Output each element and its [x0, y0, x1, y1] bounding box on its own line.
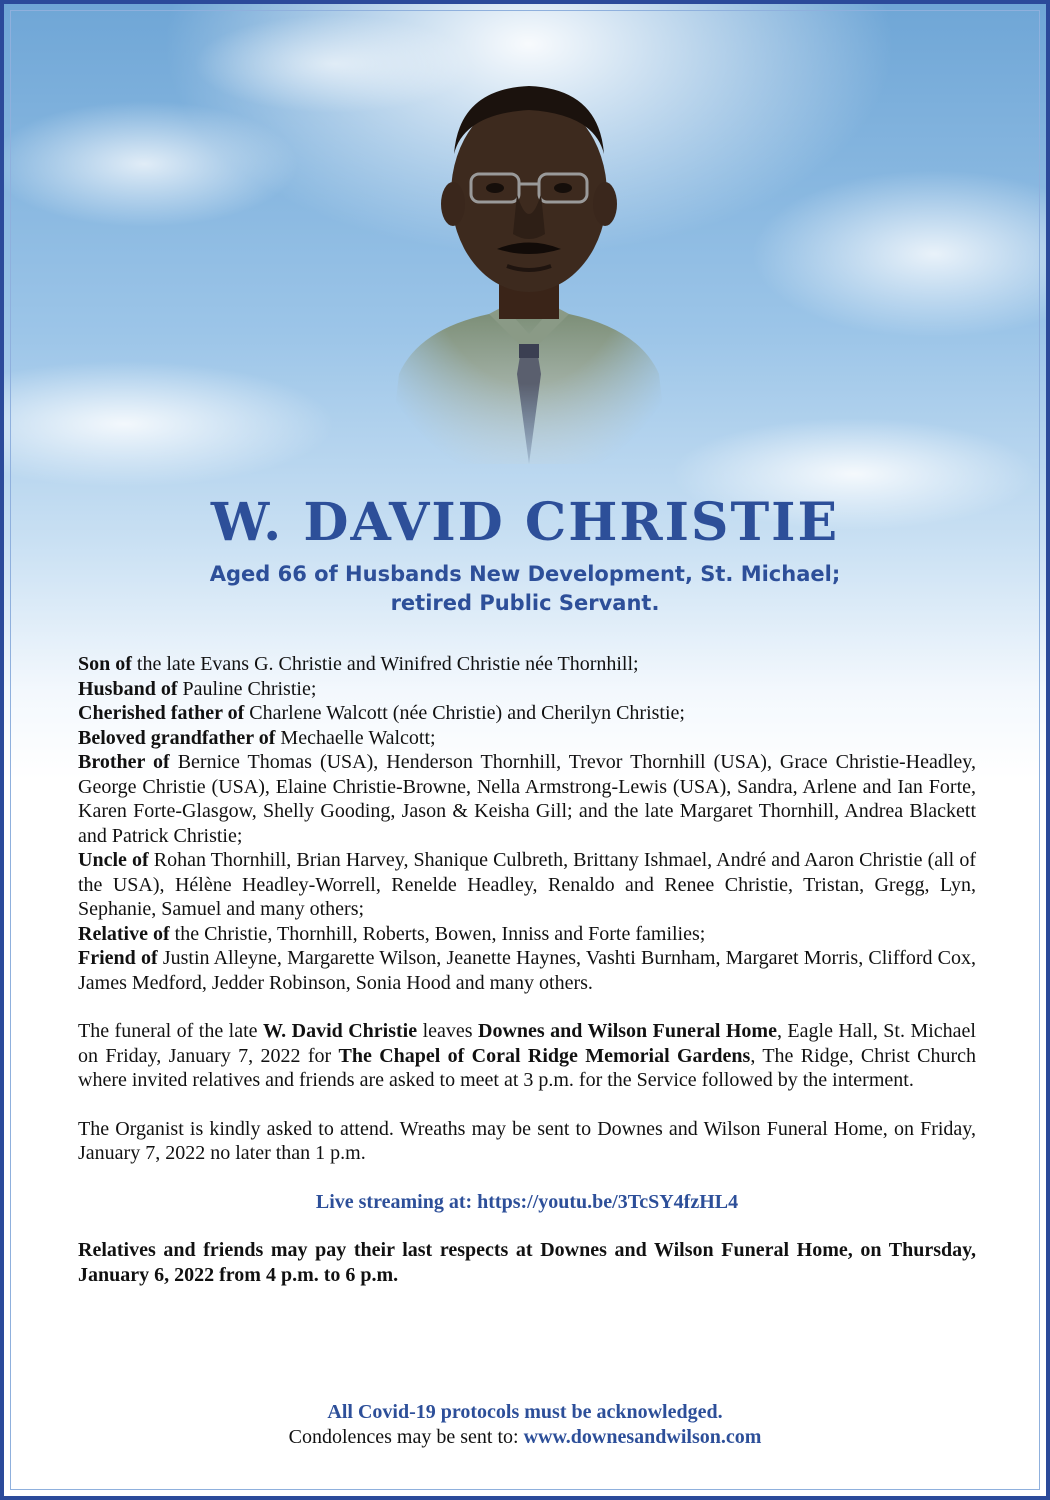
funeral-text: , Eagle Hall, St. Michael on Friday, January 7, 2022 for: [78, 1020, 976, 1067]
chapel-name: The Chapel of Coral Ridge Memorial Gardens: [338, 1044, 751, 1067]
relation-text: the Christie, Thornhill, Roberts, Bowen, Inniss and Forte families;: [174, 922, 706, 945]
relation-text: Bernice Thomas (USA), Henderson Thornhill, Trevor Thornhill (USA), Grace Christie-Headley, George Christie (USA), Elaine Christie-Browne, Nella Armstrong-Lewis (USA), Sandra, Arlene and Ian Forte, Karen Forte-Glasgow, Shelly Gooding, Jason & Keisha Gill; and the late Margaret Thornhill, Andrea Blackett and Patrick Christie;: [78, 751, 976, 847]
relation-text: the late Evans G. Christie and Winifred Christie née Thornhill;: [136, 653, 639, 675]
obituary-body: [78, 652, 976, 1287]
relation-label: Beloved grandfather of: [78, 726, 276, 749]
relation-text: Charlene Walcott (née Christie) and Cherilyn Christie;: [249, 702, 685, 724]
relation-son: [78, 652, 976, 677]
relation-uncle: [78, 848, 976, 922]
relation-label: Uncle of: [78, 849, 149, 871]
relation-label: Cherished father of: [78, 702, 245, 724]
funeral-text: , The Ridge, Christ Church where invited relatives and friends are asked to meet at 3 p.m. for the Service followed by the interment.: [78, 1044, 977, 1091]
condolences-link[interactable]: www.downesandwilson.com: [523, 1426, 762, 1448]
condolences-label: Condolences may be sent to:: [288, 1426, 524, 1448]
funeral-text: leaves: [417, 1020, 479, 1042]
funeral-paragraph: [78, 1019, 976, 1093]
deceased-name: W. DAVID CHRISTIE: [210, 492, 840, 553]
relation-husband: [78, 677, 976, 702]
covid-notice: All Covid-19 protocols must be acknowledged.: [327, 1401, 723, 1423]
relation-friend: [78, 946, 976, 995]
relation-text: Rohan Thornhill, Brian Harvey, Shanique Culbreth, Brittany Ishmael, André and Aaron Christie (all of the USA), Hélène Headley-Worrell, Renelde Headley, Renaldo and Renee Christie, Tristan, Gregg, Lyn, Sephanie, Samuel and many others;: [78, 849, 976, 920]
relation-text: Justin Alleyne, Margarette Wilson, Jeanette Haynes, Vashti Burnham, Margaret Morris, Clifford Cox, James Medford, Jedder Robinson, Sonia Hood and many others.: [78, 947, 977, 994]
organist-paragraph: The Organist is kindly asked to attend. Wreaths may be sent to Downes and Wilson Funeral Home, on Friday, January 7, 2022 no later than 1 p.m.: [78, 1117, 976, 1164]
funeral-home-name: Downes and Wilson Funeral Home: [478, 1020, 777, 1042]
relation-label: Relative of: [78, 922, 170, 945]
footer: [4, 1400, 1046, 1450]
subtitle-line-1: Aged 66 of Husbands New Development, St. Michael;: [209, 562, 841, 586]
relation-relative: [78, 922, 976, 947]
relation-text: Pauline Christie;: [182, 677, 317, 700]
relation-label: Friend of: [78, 947, 158, 969]
funeral-deceased: W. David Christie: [263, 1020, 418, 1042]
condolences-line: [4, 1425, 1046, 1450]
relation-brother: [78, 750, 976, 848]
relation-text: Mechaelle Walcott;: [280, 726, 436, 749]
relation-father: [78, 701, 976, 726]
relation-label: Son of: [78, 653, 132, 675]
subtitle: [4, 560, 1046, 618]
relation-grandfather: [78, 726, 976, 751]
subtitle-line-2: retired Public Servant.: [390, 591, 660, 615]
portrait-photo: [379, 44, 679, 464]
livestream-link[interactable]: Live streaming at: https://youtu.be/3TcSY4fzHL4: [315, 1190, 739, 1213]
relation-label: Husband of: [78, 677, 178, 700]
funeral-text: The funeral of the late: [78, 1020, 264, 1042]
viewing-paragraph: Relatives and friends may pay their last respects at Downes and Wilson Funeral Home, on Thursday, January 6, 2022 from 4 p.m. to 6 p.m.: [78, 1239, 976, 1286]
relation-label: Brother of: [78, 751, 170, 773]
